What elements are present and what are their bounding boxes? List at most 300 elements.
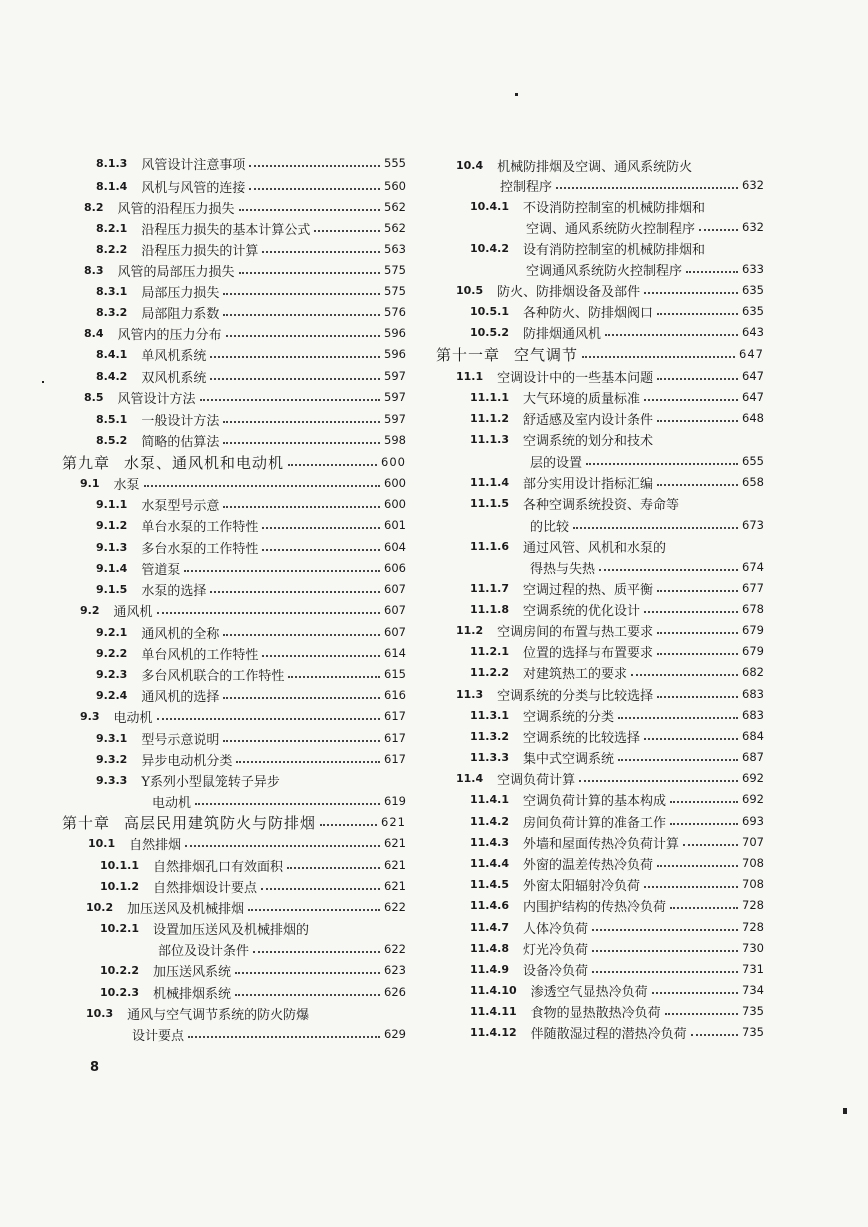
toc-entry [470, 853, 764, 873]
page-ref: 679 [742, 644, 764, 658]
section-title: 控制程序 [500, 179, 553, 195]
page-ref: 633 [742, 262, 764, 276]
toc-entry [96, 218, 406, 238]
section-number: 11.3.1 [470, 708, 509, 722]
page-ref: 607 [384, 603, 406, 617]
section-number: 9.3.2 [96, 752, 128, 766]
section-number: 11.1.7 [470, 581, 509, 595]
section-title: 各种防火、防排烟阀口 [522, 305, 653, 321]
page-ref: 621 [384, 858, 406, 872]
page-ref: 730 [742, 941, 764, 955]
dot-leader [223, 293, 380, 295]
toc-entry [470, 726, 764, 746]
dot-leader [188, 1036, 380, 1038]
section-title: 单风机系统 [141, 348, 207, 364]
dot-leader [670, 907, 738, 909]
section-title: 食物的显热散热冷负荷 [530, 1005, 661, 1021]
page-ref: 683 [742, 687, 764, 701]
section-title: 型号示意说明 [141, 732, 220, 748]
section-number: 8.1.3 [96, 156, 128, 170]
toc-entry [456, 620, 764, 640]
toc-entry [96, 664, 406, 684]
section-number: 11.3.3 [470, 750, 509, 764]
section-number: 10.1 [88, 836, 116, 850]
section-title: 空调系统的比较选择 [522, 730, 640, 746]
page-ref: 617 [384, 731, 406, 745]
section-title: 设计要点 [132, 1028, 185, 1044]
toc-entry [100, 855, 406, 875]
toc-entry [470, 1022, 764, 1042]
section-title: 单台水泵的工作特性 [141, 519, 259, 535]
section-number: 第十一章 [436, 345, 501, 364]
dot-leader [288, 464, 377, 466]
section-number: 11.4.3 [470, 835, 509, 849]
toc-entry [470, 238, 764, 258]
dot-leader [631, 674, 738, 676]
toc-entry [470, 472, 764, 492]
toc-entry [96, 176, 406, 196]
section-number: 11.1 [456, 369, 484, 383]
dot-leader [618, 717, 738, 719]
page-ref: 597 [384, 369, 406, 383]
toc-entry [86, 897, 406, 917]
section-title: 双风机系统 [141, 370, 207, 386]
page-ref: 708 [742, 856, 764, 870]
page-ref: 575 [384, 263, 406, 277]
section-title: 空调房间的布置与热工要求 [497, 624, 654, 640]
section-title: 空调通风系统防火控制程序 [526, 263, 683, 279]
toc-entry [96, 622, 406, 642]
section-number: 10.2 [86, 900, 114, 914]
page-ref: 607 [384, 582, 406, 596]
section-title: 多台水泵的工作特性 [141, 541, 259, 557]
toc-entry [96, 685, 406, 705]
scan-speck [515, 93, 518, 96]
page-ref: 562 [384, 221, 406, 235]
toc-entry [456, 280, 764, 300]
section-number: 8.4.1 [96, 347, 128, 361]
toc-entry [470, 789, 764, 809]
toc-entry-continuation [530, 451, 764, 471]
section-title: 外窗太阳辐射冷负荷 [522, 878, 640, 894]
toc-entry [100, 918, 406, 938]
dot-leader [195, 803, 380, 805]
section-number: 11.1.4 [470, 475, 509, 489]
dot-leader [579, 780, 738, 782]
dot-leader [644, 399, 738, 401]
page-ref: 632 [742, 178, 764, 192]
dot-leader [320, 824, 377, 826]
section-title: 伴随散湿过程的潜热冷负荷 [530, 1026, 687, 1042]
toc-entry [470, 578, 764, 598]
page-ref: 735 [742, 1004, 764, 1018]
section-number: 9.1 [80, 476, 100, 490]
page-ref: 647 [739, 347, 764, 361]
page-ref: 728 [742, 898, 764, 912]
page-ref: 687 [742, 750, 764, 764]
toc-entry [456, 155, 764, 175]
dot-leader [683, 844, 738, 846]
section-number: 11.4.7 [470, 920, 509, 934]
section-title: 通风与空气调节系统的防火防爆 [127, 1007, 310, 1023]
dot-leader [262, 527, 380, 529]
toc-entry [470, 536, 764, 556]
page-ref: 621 [384, 879, 406, 893]
page-ref: 597 [384, 390, 406, 404]
section-title: 多台风机联合的工作特性 [141, 668, 285, 684]
dot-leader [657, 420, 738, 422]
dot-leader [586, 463, 738, 465]
section-number: 11.4 [456, 771, 484, 785]
page-ref: 563 [384, 242, 406, 256]
page-ref: 677 [742, 581, 764, 595]
dot-leader [599, 569, 738, 571]
toc-chapter-heading [62, 452, 406, 472]
toc-entry-continuation [526, 217, 764, 237]
section-title: 空调设计中的一些基本问题 [497, 370, 654, 386]
toc-entry [470, 917, 764, 937]
section-title: 局部阻力系数 [141, 306, 220, 322]
section-title: 防火、防排烟设备及部件 [497, 284, 641, 300]
section-title: 自然排烟 [129, 837, 182, 853]
section-title: 一般设计方法 [141, 413, 220, 429]
toc-entry [96, 728, 406, 748]
toc-entry [470, 408, 764, 428]
section-title: 外窗的温差传热冷负荷 [522, 857, 653, 873]
dot-leader [605, 334, 738, 336]
dot-leader [223, 740, 380, 742]
section-title: 机械排烟系统 [152, 986, 231, 1002]
dot-leader [223, 697, 380, 699]
section-title: 风管内的压力分布 [117, 327, 222, 343]
section-number: 11.4.10 [470, 983, 517, 997]
toc-entry [96, 558, 406, 578]
section-title: 通风机 [113, 604, 153, 620]
scan-speck [843, 1108, 847, 1114]
page-ref: 692 [742, 771, 764, 785]
section-title: 空调、通风系统防火控制程序 [526, 221, 696, 237]
section-title: 风管的局部压力损失 [117, 264, 235, 280]
dot-leader [644, 292, 738, 294]
toc-entry [470, 387, 764, 407]
dot-leader [670, 823, 738, 825]
page-ref: 647 [742, 369, 764, 383]
toc-entry [96, 153, 406, 173]
dot-leader [665, 1013, 738, 1015]
toc-entry [80, 473, 406, 493]
page-ref: 647 [742, 390, 764, 404]
dot-leader [185, 845, 380, 847]
toc-entry [96, 749, 406, 769]
section-title: 高层民用建筑防火与防排烟 [124, 813, 317, 832]
section-title: 位置的选择与布置要求 [522, 645, 653, 661]
toc-entry [96, 643, 406, 663]
section-number: 11.1.5 [470, 496, 509, 510]
toc-entry [96, 515, 406, 535]
page-ref: 606 [384, 561, 406, 575]
section-number: 8.4 [84, 326, 104, 340]
toc-entry [470, 747, 764, 767]
page-ref: 658 [742, 475, 764, 489]
section-title: 设置加压送风及机械排烟的 [152, 922, 309, 938]
dot-leader [157, 612, 381, 614]
dot-leader [262, 251, 380, 253]
page-ref: 693 [742, 814, 764, 828]
section-number: 11.4.2 [470, 814, 509, 828]
page-ref: 655 [742, 454, 764, 468]
page-ref: 683 [742, 708, 764, 722]
section-title: 风管设计方法 [117, 391, 196, 407]
toc-entry [96, 409, 406, 429]
section-title: 自然排烟孔口有效面积 [152, 859, 283, 875]
section-title: 电动机 [152, 795, 192, 811]
dot-leader [253, 951, 380, 953]
page-ref: 617 [384, 709, 406, 723]
toc-entry [470, 301, 764, 321]
page-ref: 604 [384, 540, 406, 554]
toc-entry [100, 960, 406, 980]
page-ref: 734 [742, 983, 764, 997]
page-ref: 596 [384, 326, 406, 340]
toc-entry [88, 833, 406, 853]
toc-entry [96, 302, 406, 322]
section-title: 水泵、通风机和电动机 [124, 453, 285, 472]
page-ref: 735 [742, 1025, 764, 1039]
section-number: 9.1.3 [96, 540, 128, 554]
section-title: 各种空调系统投资、寿命等 [522, 497, 679, 513]
section-number: 8.5.2 [96, 433, 128, 447]
section-title: 空调系统的分类与比较选择 [497, 688, 654, 704]
section-number: 11.4.6 [470, 898, 509, 912]
page-ref: 597 [384, 412, 406, 426]
page-ref: 601 [384, 518, 406, 532]
section-number: 11.4.9 [470, 962, 509, 976]
section-number: 8.4.2 [96, 369, 128, 383]
section-number: 8.2 [84, 200, 104, 214]
section-title: 空调系统的优化设计 [522, 603, 640, 619]
scan-speck [42, 381, 44, 383]
section-title: 部分实用设计指标汇编 [522, 476, 653, 492]
section-title: 空调负荷计算的基本构成 [522, 793, 666, 809]
page-ref: 621 [381, 815, 406, 829]
section-title: 简略的估算法 [141, 434, 220, 450]
page-ref: 600 [381, 455, 406, 469]
section-title: 空调系统的划分和技术 [522, 433, 653, 449]
section-title: 管道泵 [141, 562, 181, 578]
dot-leader [261, 888, 380, 890]
dot-leader [210, 378, 380, 380]
section-title: 水泵的选择 [141, 583, 207, 599]
section-number: 8.2.2 [96, 242, 128, 256]
toc-entry [470, 493, 764, 513]
toc-entry [470, 196, 764, 216]
toc-entry [470, 980, 764, 1000]
dot-leader [287, 867, 380, 869]
toc-entry [470, 874, 764, 894]
toc-entry [470, 811, 764, 831]
dot-leader [657, 865, 738, 867]
toc-entry [86, 1003, 406, 1023]
page-ref: 626 [384, 985, 406, 999]
page-ref: 728 [742, 920, 764, 934]
section-number: 11.2.2 [470, 665, 509, 679]
section-title: Y系列小型鼠笼转子异步 [141, 774, 280, 790]
toc-entry [96, 537, 406, 557]
dot-leader [592, 929, 738, 931]
section-number: 9.2.2 [96, 646, 128, 660]
toc-entry [456, 684, 764, 704]
dot-leader [235, 972, 380, 974]
dot-leader [223, 314, 380, 316]
dot-leader [248, 909, 380, 911]
page-ref: 622 [384, 942, 406, 956]
toc-entry-continuation [152, 791, 406, 811]
section-title: 水泵 [113, 477, 140, 493]
section-title: 风管的沿程压力损失 [117, 201, 235, 217]
dot-leader [670, 801, 738, 803]
page-ref: 575 [384, 284, 406, 298]
page-ref: 616 [384, 688, 406, 702]
toc-entry-continuation [530, 515, 764, 535]
page-ref: 692 [742, 792, 764, 806]
section-title: 加压送风及机械排烟 [127, 901, 245, 917]
toc-entry-continuation [132, 1024, 406, 1044]
section-title: 风机与风管的连接 [141, 180, 246, 196]
section-number: 11.4.11 [470, 1004, 517, 1018]
dot-leader [657, 632, 738, 634]
dot-leader [226, 335, 381, 337]
toc-entry [96, 579, 406, 599]
toc-entry-continuation [526, 259, 764, 279]
dot-leader [223, 634, 380, 636]
section-number: 11.4.12 [470, 1025, 517, 1039]
page-ref: 707 [742, 835, 764, 849]
page-ref: 673 [742, 518, 764, 532]
section-title: 大气环境的质量标准 [522, 391, 640, 407]
page-ref: 617 [384, 752, 406, 766]
section-number: 9.2.4 [96, 688, 128, 702]
toc-entry-continuation [530, 557, 764, 577]
page-ref: 623 [384, 963, 406, 977]
toc-entry [80, 600, 406, 620]
toc-entry [470, 938, 764, 958]
section-title: 的比较 [530, 519, 570, 535]
dot-leader [592, 971, 738, 973]
section-title: 机械防排烟及空调、通风系统防火 [497, 159, 693, 175]
dot-leader [249, 188, 380, 190]
dot-leader [184, 570, 380, 572]
section-number: 9.3.1 [96, 731, 128, 745]
dot-leader [288, 676, 380, 678]
page-ref: 619 [384, 794, 406, 808]
dot-leader [223, 442, 380, 444]
section-title: 舒适感及室内设计条件 [522, 412, 653, 428]
section-title: 对建筑热工的要求 [522, 666, 627, 682]
section-title: 不设消防控制室的机械防排烟和 [522, 200, 705, 216]
section-number: 11.1.8 [470, 602, 509, 616]
section-title: 风管设计注意事项 [141, 157, 246, 173]
section-number: 8.5 [84, 390, 104, 404]
dot-leader [314, 230, 380, 232]
page-ref: 596 [384, 347, 406, 361]
page-ref: 607 [384, 625, 406, 639]
section-title: 内围护结构的传热冷负荷 [522, 899, 666, 915]
section-number: 9.1.2 [96, 518, 128, 532]
toc-entry [84, 387, 406, 407]
section-number: 11.4.1 [470, 792, 509, 806]
page-ref: 600 [384, 497, 406, 511]
dot-leader [262, 549, 380, 551]
section-number: 11.3 [456, 687, 484, 701]
section-title: 空气调节 [514, 345, 579, 364]
section-number: 10.5.1 [470, 304, 509, 318]
section-number: 10.2.3 [100, 985, 139, 999]
dot-leader [236, 761, 380, 763]
section-title: 得热与失热 [530, 561, 596, 577]
page-ref: 648 [742, 411, 764, 425]
toc-entry [456, 366, 764, 386]
dot-leader [210, 591, 380, 593]
toc-entry-continuation [500, 175, 764, 195]
section-title: 局部压力损失 [141, 285, 220, 301]
page-ref: 560 [384, 179, 406, 193]
dot-leader [262, 655, 380, 657]
dot-leader [652, 992, 738, 994]
section-number: 11.4.4 [470, 856, 509, 870]
dot-leader [223, 421, 380, 423]
toc-entry [96, 770, 406, 790]
page-ref: 629 [384, 1027, 406, 1041]
section-title: 通过风管、风机和水泵的 [522, 540, 666, 556]
dot-leader [657, 378, 738, 380]
page-ref: 682 [742, 665, 764, 679]
dot-leader [556, 187, 738, 189]
section-number: 第十章 [62, 813, 111, 832]
section-title: 空调负荷计算 [497, 772, 576, 788]
toc-entry [470, 705, 764, 725]
toc-entry [84, 323, 406, 343]
section-number: 11.1.6 [470, 539, 509, 553]
toc-chapter-heading [62, 812, 406, 832]
section-number: 10.1.1 [100, 858, 139, 872]
page-ref: 684 [742, 729, 764, 743]
section-number: 9.3.3 [96, 773, 128, 787]
page-ref: 635 [742, 304, 764, 318]
page-ref: 679 [742, 623, 764, 637]
section-title: 自然排烟设计要点 [152, 880, 257, 896]
section-number: 8.3 [84, 263, 104, 277]
toc-entry [470, 322, 764, 342]
dot-leader [686, 271, 738, 273]
dot-leader [157, 718, 381, 720]
section-title: 外墙和屋面传热冷负荷计算 [522, 836, 679, 852]
toc-entry [470, 1001, 764, 1021]
toc-entry [96, 239, 406, 259]
dot-leader [691, 1034, 738, 1036]
section-number: 第九章 [62, 453, 111, 472]
toc-entry [456, 768, 764, 788]
page-ref: 674 [742, 560, 764, 574]
toc-entry [80, 706, 406, 726]
dot-leader [210, 356, 380, 358]
toc-entry-continuation [158, 939, 406, 959]
toc-entry [470, 429, 764, 449]
toc-entry [96, 344, 406, 364]
section-number: 9.2.3 [96, 667, 128, 681]
section-number: 10.5 [456, 283, 484, 297]
page-ref: 708 [742, 877, 764, 891]
toc-entry [470, 662, 764, 682]
